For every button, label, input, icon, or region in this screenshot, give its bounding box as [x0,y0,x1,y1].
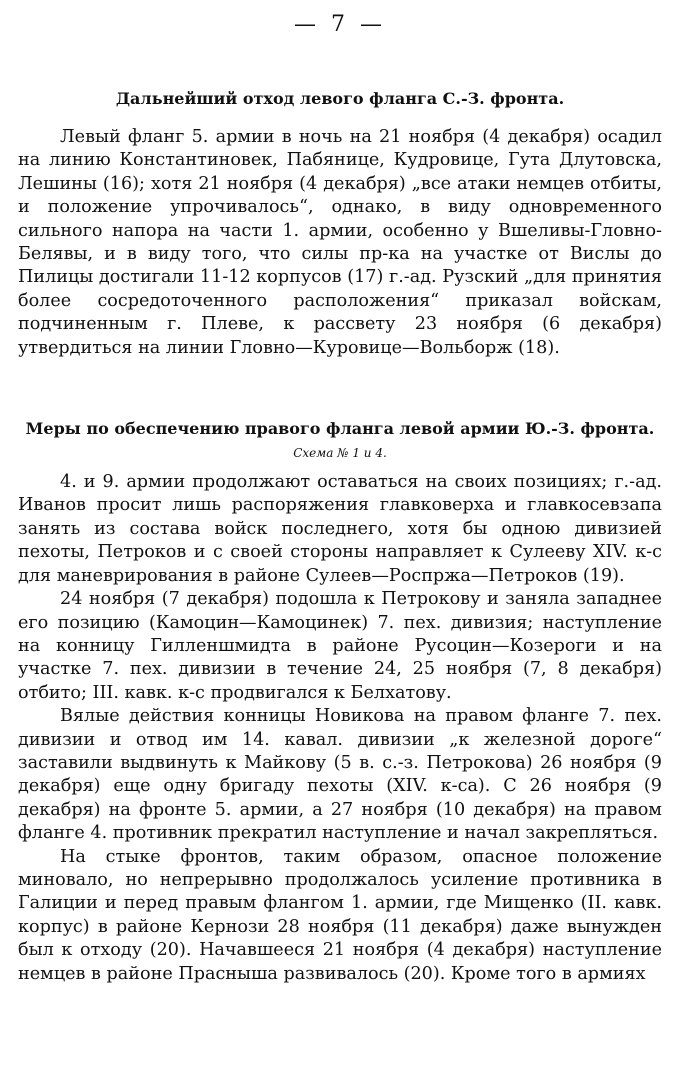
section-2-scheme-note: Схема № 1 и 4. [293,446,387,461]
section-2-paragraph-3: Вялые действия конницы Новикова на правом фланге 7. пех. дивизии и отвод им 14. кавал. дивизии „к железной дороге“ заставили выдвинуть к Майкову (5 в. с.-з. Петрокова) 26 ноября (9 декабря) еще одну бригаду пехоты (XIV. к-са). С 26 ноября (9 декабря) на фронте 5. армии, а 27 ноября (10 декабря) на правом фланге 4. противник прекратил наступление и начал закрепляться. [18,706,662,844]
section-1-paragraph-1: Левый фланг 5. армии в ночь на 21 ноября (4 декабря) осадил на линию Константиновек, Пабянице, Кудровице, Гута Длутовска, Лешины (16); хотя 21 ноября (4 декабря) „все атаки немцев отбиты, и положение упрочивалось“, однако, в виду одновременного сильного напора на части 1. армии, особенно у Вшеливы-Гловно-Белявы, и в виду того, что силы пр-ка на участке от Вислы до Пилицы достигали 11-12 корпусов (17) г.-ад. Рузский „для принятия более сосредоточенного расположения“ приказал войскам, подчиненным г. Плеве, к рассвету 23 ноября (6 декабря) утвердиться на линии Гловно—Куровице—Вольборж (18). [18,127,662,358]
section-2-paragraph-2: 24 ноября (7 декабря) подошла к Петрокову и заняла западнее его позицию (Камоцин—Камоцинек) 7. пех. дивизия; наступление на конницу Гилленшмидта в районе Русоцин—Козероги и на участке 7. пех. дивизии в течение 24, 25 ноября (7, 8 декабря) отбито; III. кавк. к-с продвигался к Белхатову. [18,589,662,703]
section-2-title: Меры по обеспечению правого фланга левой армии Ю.-З. фронта. [25,419,655,439]
section-gap [18,360,662,418]
page-number: — 7 — [294,12,386,37]
section-1-title: Дальнейший отход левого фланга С.-З. фронта. [115,89,565,108]
section-2-paragraph-1: 4. и 9. армии продолжают оставаться на своих позициях; г.-ад. Иванов просит лишь распоряжения главковерха и главкосевзапа занять из состава войск последнего, хотя бы одною дивизией пехоты, Петроков и с своей стороны направляет к Сулееву XIV. к-с для маневрирования в районе Сулеев—Роспржа—Петроков (19). [18,472,662,586]
section-2-paragraph-4: На стыке фронтов, таким образом, опасное положение миновало, но непрерывно продолжалось усиление противника в Галиции и перед правым флангом 1. армии, где Мищенко (II. кавк. корпус) в районе Кернози 28 ноября (11 декабря) даже вынужден был к отходу (20). Начавшееся 21 ноября (4 декабря) наступление немцев в районе Прасныша развивалось (20). Кроме того в армиях [18,846,662,984]
